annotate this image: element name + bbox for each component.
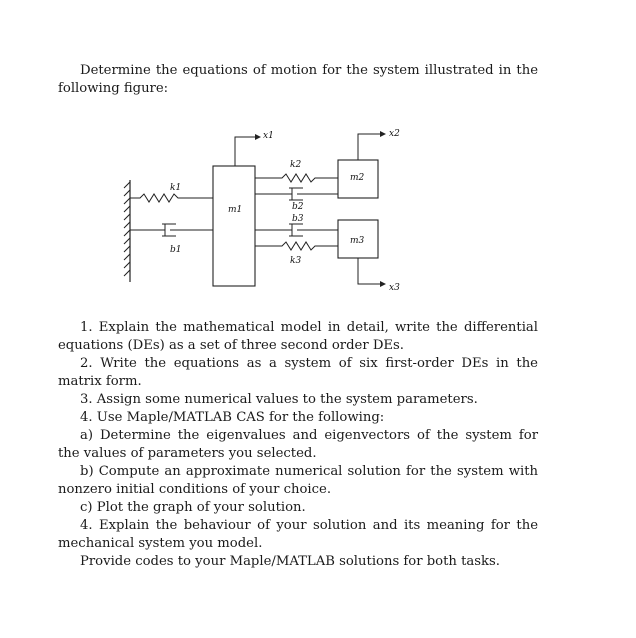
- task-explain: 4. Explain the behaviour of your solution and its meaning for the mechanical system you model.: [58, 518, 538, 551]
- spring-k1: [130, 194, 213, 202]
- problem-intro: [58, 62, 538, 98]
- damper-b2: [255, 188, 338, 200]
- task-3: 3. Assign some numerical values to the system parameters.: [80, 392, 478, 407]
- spring-k3: [255, 242, 338, 250]
- label-k1: k1: [170, 183, 182, 193]
- task-4b: b) Compute an approximate numerical solution for the system with nonzero initial conditions of your choice.: [58, 464, 538, 497]
- x3-arrow: [358, 258, 380, 284]
- task-list: [58, 319, 538, 571]
- intro-text: Determine the equations of motion for the system illustrated in the following figure:: [58, 63, 538, 96]
- task-codes: Provide codes to your Maple/MATLAB solutions for both tasks.: [80, 554, 500, 569]
- label-x3: x3: [389, 283, 400, 293]
- task-4a: a) Determine the eigenvalues and eigenvectors of the system for the values of parameters you selected.: [58, 428, 538, 461]
- label-x1: x1: [263, 131, 274, 141]
- label-m1: m1: [228, 205, 243, 215]
- label-b2: b2: [292, 202, 304, 212]
- damper-b1: [130, 224, 213, 236]
- label-m3: m3: [350, 236, 365, 246]
- label-b1: b1: [170, 245, 182, 255]
- task-4c: c) Plot the graph of your solution.: [80, 500, 306, 515]
- label-m2: m2: [350, 173, 365, 183]
- mechanical-system-figure: [110, 122, 410, 298]
- spring-k2: [255, 174, 338, 182]
- x1-arrow: [235, 137, 255, 166]
- task-2: 2. Write the equations as a system of six first-order DEs in the matrix form.: [58, 356, 538, 389]
- wall: [124, 180, 130, 282]
- x2-arrow: [358, 134, 380, 160]
- label-b3: b3: [292, 214, 304, 224]
- label-x2: x2: [389, 129, 400, 139]
- label-k2: k2: [290, 160, 302, 170]
- mass-m1: [213, 166, 255, 286]
- task-1: 1. Explain the mathematical model in detail, write the differential equations (DEs) as a set of three second order DEs.: [58, 320, 538, 353]
- task-4: 4. Use Maple/MATLAB CAS for the following:: [80, 410, 385, 425]
- damper-b3: [255, 224, 338, 236]
- label-k3: k3: [290, 256, 302, 266]
